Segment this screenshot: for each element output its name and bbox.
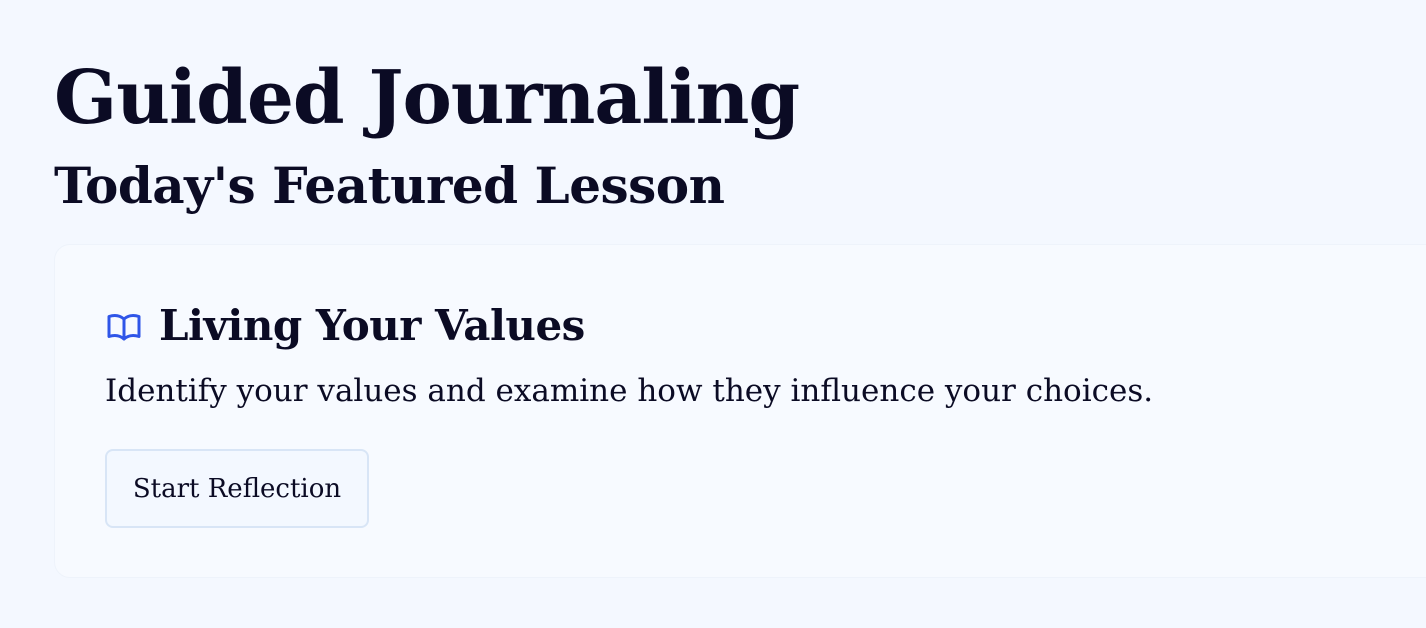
page-title: Guided Journaling [54,55,800,141]
start-reflection-button[interactable]: Start Reflection [105,449,369,528]
lesson-description: Identify your values and examine how they influence your choices. [105,373,1154,409]
lesson-header [105,301,585,351]
featured-lesson-card [54,244,1426,578]
lesson-title: Living Your Values [159,301,585,350]
open-book-icon [105,307,143,345]
featured-lesson-heading: Today's Featured Lesson [54,156,725,215]
